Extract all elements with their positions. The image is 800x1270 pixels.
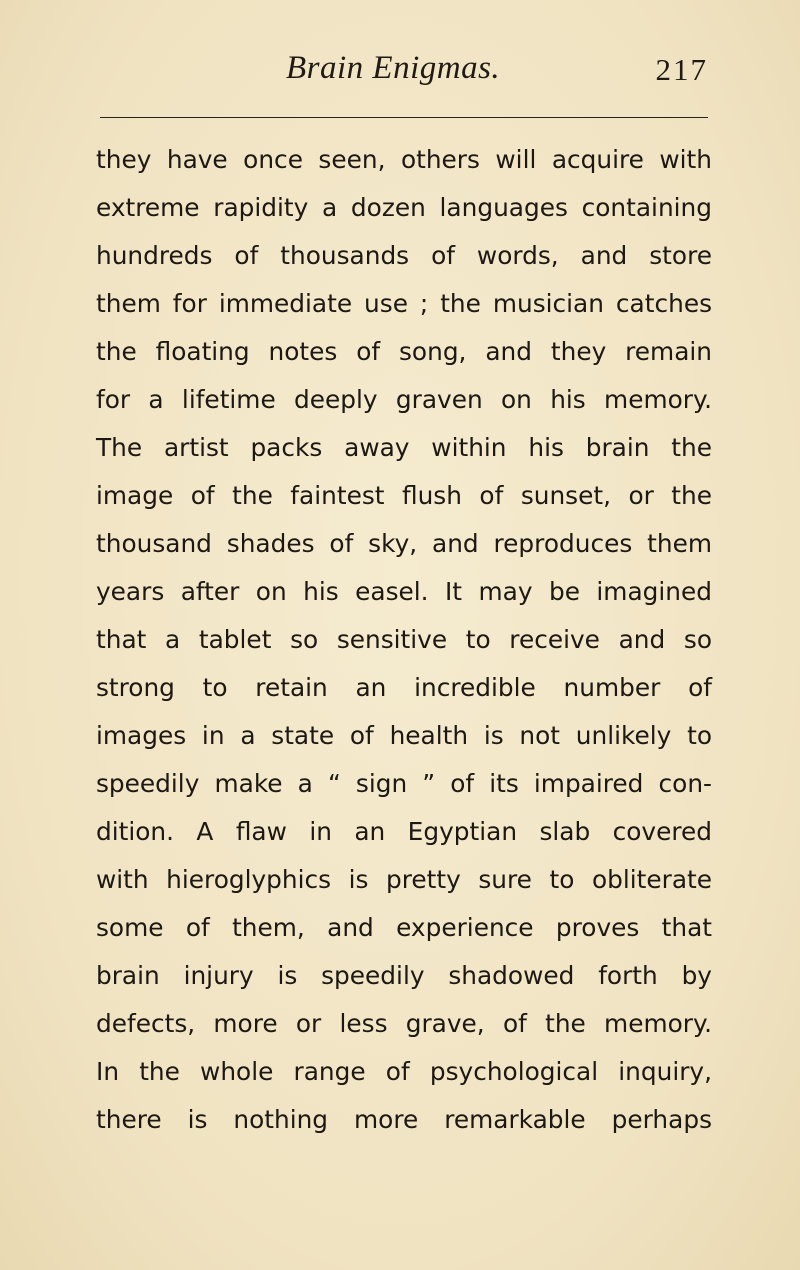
text-line: dition. A flaw in an Egyptian slab covered [96, 817, 712, 846]
text-line: there is nothing more remarkable perhaps [96, 1105, 712, 1134]
text-line: thousand shades of sky, and reproduces them [96, 529, 712, 558]
text-line: defects, more or less grave, of the memory. [96, 1009, 712, 1038]
header-rule [100, 117, 708, 118]
text-line: them for immediate use ; the musician catches [96, 289, 712, 318]
running-head [96, 50, 708, 100]
text-line: that a tablet so sensitive to receive and so [96, 625, 712, 654]
text-line: image of the faintest flush of sunset, or the [96, 481, 712, 510]
page-number: 217 [655, 52, 708, 87]
text-line: they have once seen, others will acquire with [96, 145, 712, 174]
text-line: images in a state of health is not unlikely to [96, 721, 712, 750]
text-line: the floating notes of song, and they remain [96, 337, 712, 366]
text-line: In the whole range of psychological inquiry, [96, 1057, 712, 1086]
text-line: extreme rapidity a dozen languages containing [96, 193, 712, 222]
text-line: some of them, and experience proves that [96, 913, 712, 942]
text-line: years after on his easel. It may be imagined [96, 577, 712, 606]
text-line: The artist packs away within his brain the [96, 433, 712, 462]
text-line: with hieroglyphics is pretty sure to obliterate [96, 865, 712, 894]
body-text [96, 136, 712, 1144]
text-line: for a lifetime deeply graven on his memory. [96, 385, 712, 414]
text-line: strong to retain an incredible number of [96, 673, 712, 702]
text-line: hundreds of thousands of words, and store [96, 241, 712, 270]
running-title: Brain Enigmas. [286, 50, 501, 86]
text-line: speedily make a “ sign ” of its impaired con- [96, 769, 712, 798]
text-line: brain injury is speedily shadowed forth by [96, 961, 712, 990]
